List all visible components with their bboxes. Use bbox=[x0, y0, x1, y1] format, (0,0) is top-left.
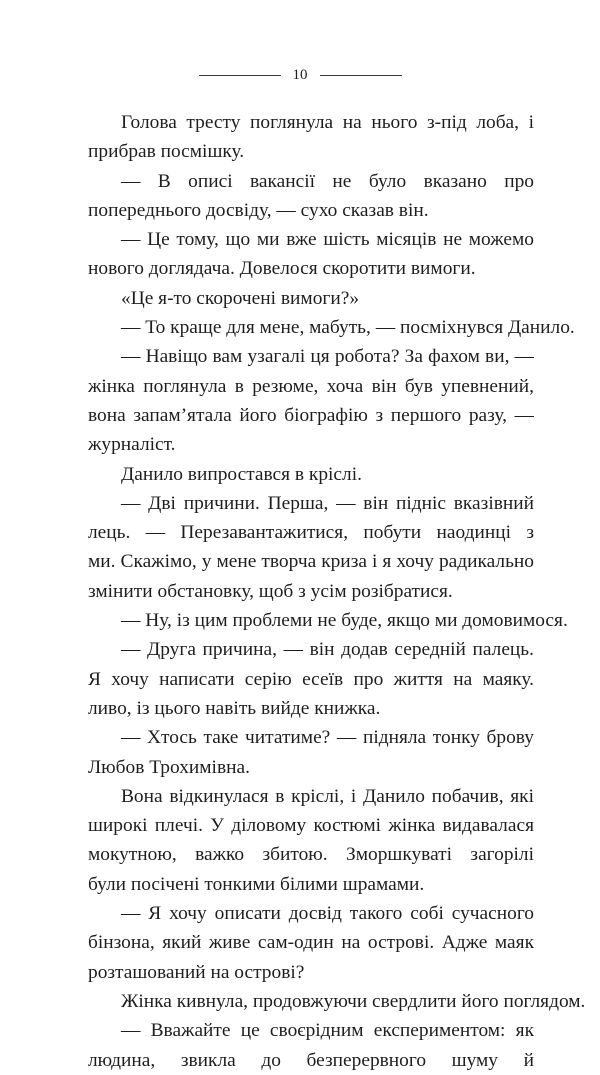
text-line: Я хочу написати серію есеїв про життя на маяку. bbox=[88, 668, 534, 690]
text-line: — Ну, із цим проблеми не буде, якщо ми домовимося. bbox=[121, 610, 568, 632]
text-line: людина, звикла до безперервного шуму й bbox=[88, 1049, 534, 1071]
text-line: Голова тресту поглянула на нього з-під лоба, і bbox=[121, 112, 534, 133]
body-text bbox=[88, 108, 586, 1075]
text-line: лець. — Перезавантажитися, побути наодинці з bbox=[88, 522, 534, 544]
text-line: нового доглядача. Довелося скоротити вимоги. bbox=[88, 258, 476, 280]
text-line: — Дві причини. Перша, — він підніс вказівний bbox=[121, 492, 534, 514]
text-line: Данило випростався в кріслі. bbox=[121, 463, 362, 485]
text-line: були посічені тонкими білими шрамами. bbox=[88, 873, 425, 895]
page-header bbox=[0, 63, 600, 87]
header-rule-left bbox=[199, 75, 281, 76]
text-line: розташований на острові? bbox=[88, 961, 305, 983]
text-line: — Хтось таке читатиме? — підняла тонку брову bbox=[121, 727, 534, 749]
text-line: змінити обстановку, щоб з усім розібратися. bbox=[88, 580, 453, 602]
text-line: «Це я-то скорочені вимоги?» bbox=[121, 287, 360, 309]
text-line: — Я хочу описати досвід такого собі сучасного bbox=[121, 903, 534, 925]
text-line: мокутною, важко збитою. Зморшкуваті загорілі bbox=[88, 844, 534, 866]
text-line: — В описі вакансії не було вказано про bbox=[121, 170, 534, 192]
text-line: широкі плечі. У діловому костюмі жінка видавалася bbox=[88, 815, 534, 837]
text-line: — Друга причина, — він додав середній палець. bbox=[121, 639, 534, 661]
page-number: 10 bbox=[292, 67, 308, 83]
text-line: бінзона, який живе сам-один на острові. Адже маяк bbox=[88, 932, 534, 954]
text-line: — Навіщо вам узагалі ця робота? За фахом ви, — bbox=[121, 346, 534, 368]
text-line: попереднього досвіду, — сухо сказав він. bbox=[88, 199, 429, 221]
text-line: Жінка кивнула, продовжуючи свердлити його поглядом. bbox=[121, 990, 586, 1012]
header-rule-right bbox=[320, 75, 402, 76]
text-line: — Вважайте це своєрідним експериментом: як bbox=[121, 1020, 534, 1042]
text-line: журналіст. bbox=[88, 434, 176, 456]
text-line: Любов Трохимівна. bbox=[88, 756, 250, 778]
text-line: жінка поглянула в резюме, хоча він був упевнений, bbox=[88, 375, 534, 397]
text-line: — То краще для мене, мабуть, — посміхнувся Данило. bbox=[121, 317, 575, 339]
text-line: вона запам’ятала його біографію з першого разу, — bbox=[88, 404, 534, 426]
text-line: Вона відкинулася в кріслі, і Данило побачив, які bbox=[121, 785, 534, 807]
text-line: прибрав посмішку. bbox=[88, 141, 245, 163]
text-line: ливо, із цього навіть вийде книжка. bbox=[88, 697, 381, 719]
text-line: ми. Скажімо, у мене творча криза і я хочу радикально bbox=[88, 551, 534, 573]
text-line: — Це тому, що ми вже шість місяців не можемо bbox=[121, 229, 534, 251]
